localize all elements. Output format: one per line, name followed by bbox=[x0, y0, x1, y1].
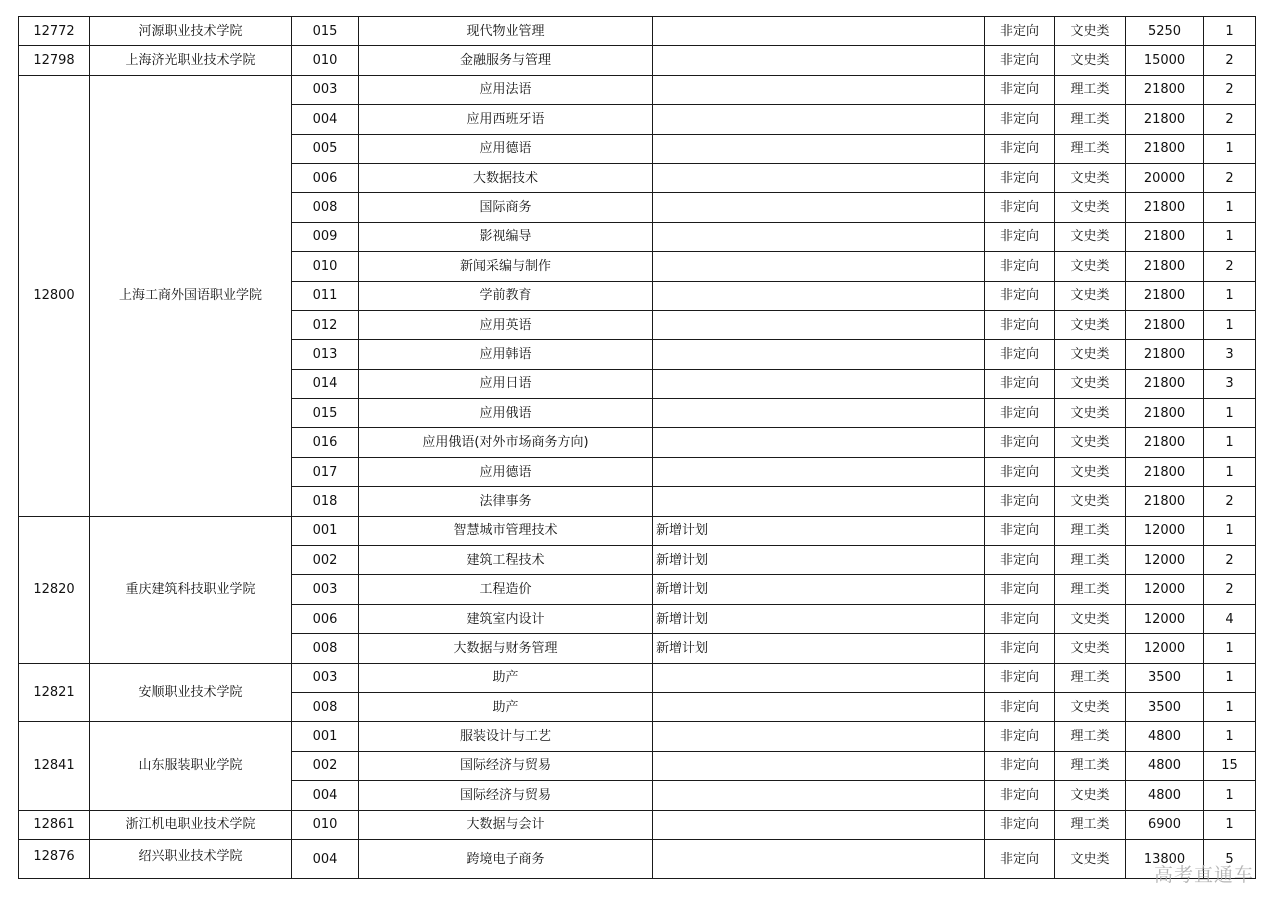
category-cell: 文史类 bbox=[1055, 634, 1126, 663]
direction-cell: 非定向 bbox=[985, 516, 1055, 545]
plan-count-cell: 1 bbox=[1204, 193, 1256, 222]
note-cell bbox=[653, 105, 985, 134]
plan-count-cell: 1 bbox=[1204, 516, 1256, 545]
major-code-cell: 001 bbox=[292, 722, 359, 751]
tuition-fee-cell: 12000 bbox=[1126, 604, 1204, 633]
note-cell bbox=[653, 134, 985, 163]
note-cell bbox=[653, 193, 985, 222]
tuition-fee-cell: 5250 bbox=[1126, 17, 1204, 46]
direction-cell: 非定向 bbox=[985, 575, 1055, 604]
category-cell: 理工类 bbox=[1055, 134, 1126, 163]
table-row bbox=[19, 810, 1256, 839]
major-code-cell: 016 bbox=[292, 428, 359, 457]
plan-count-cell: 1 bbox=[1204, 134, 1256, 163]
major-name-cell: 服装设计与工艺 bbox=[359, 722, 653, 751]
direction-cell: 非定向 bbox=[985, 75, 1055, 104]
plan-count-cell: 3 bbox=[1204, 369, 1256, 398]
direction-cell: 非定向 bbox=[985, 839, 1055, 878]
school-code-cell: 12820 bbox=[19, 516, 90, 663]
category-cell: 理工类 bbox=[1055, 810, 1126, 839]
major-name-cell: 建筑工程技术 bbox=[359, 546, 653, 575]
category-cell: 文史类 bbox=[1055, 17, 1126, 46]
note-cell bbox=[653, 722, 985, 751]
note-cell bbox=[653, 428, 985, 457]
note-cell bbox=[653, 399, 985, 428]
school-code-cell: 12798 bbox=[19, 46, 90, 75]
plan-count-cell: 2 bbox=[1204, 163, 1256, 192]
category-cell: 理工类 bbox=[1055, 75, 1126, 104]
major-code-cell: 014 bbox=[292, 369, 359, 398]
major-code-cell: 005 bbox=[292, 134, 359, 163]
category-cell: 文史类 bbox=[1055, 193, 1126, 222]
major-name-cell: 应用俄语 bbox=[359, 399, 653, 428]
note-cell bbox=[653, 75, 985, 104]
major-code-cell: 017 bbox=[292, 457, 359, 486]
plan-count-cell: 2 bbox=[1204, 575, 1256, 604]
direction-cell: 非定向 bbox=[985, 340, 1055, 369]
tuition-fee-cell: 21800 bbox=[1126, 487, 1204, 516]
category-cell: 文史类 bbox=[1055, 399, 1126, 428]
category-cell: 文史类 bbox=[1055, 340, 1126, 369]
major-name-cell: 工程造价 bbox=[359, 575, 653, 604]
category-cell: 文史类 bbox=[1055, 428, 1126, 457]
tuition-fee-cell: 12000 bbox=[1126, 516, 1204, 545]
enrollment-plan-table bbox=[18, 16, 1256, 879]
plan-count-cell: 1 bbox=[1204, 663, 1256, 692]
tuition-fee-cell: 4800 bbox=[1126, 751, 1204, 780]
school-name-cell: 安顺职业技术学院 bbox=[90, 663, 292, 722]
tuition-fee-cell: 21800 bbox=[1126, 252, 1204, 281]
major-name-cell: 建筑室内设计 bbox=[359, 604, 653, 633]
plan-count-cell: 1 bbox=[1204, 692, 1256, 721]
major-code-cell: 008 bbox=[292, 193, 359, 222]
category-cell: 文史类 bbox=[1055, 487, 1126, 516]
direction-cell: 非定向 bbox=[985, 17, 1055, 46]
major-code-cell: 015 bbox=[292, 17, 359, 46]
major-code-cell: 006 bbox=[292, 163, 359, 192]
category-cell: 理工类 bbox=[1055, 575, 1126, 604]
school-code-cell: 12861 bbox=[19, 810, 90, 839]
category-cell: 文史类 bbox=[1055, 310, 1126, 339]
table-row bbox=[19, 722, 1256, 751]
note-cell bbox=[653, 17, 985, 46]
category-cell: 文史类 bbox=[1055, 369, 1126, 398]
tuition-fee-cell: 21800 bbox=[1126, 105, 1204, 134]
direction-cell: 非定向 bbox=[985, 634, 1055, 663]
major-code-cell: 010 bbox=[292, 46, 359, 75]
plan-count-cell: 4 bbox=[1204, 604, 1256, 633]
direction-cell: 非定向 bbox=[985, 810, 1055, 839]
school-code-cell: 12772 bbox=[19, 17, 90, 46]
note-cell bbox=[653, 810, 985, 839]
major-name-cell: 应用英语 bbox=[359, 310, 653, 339]
category-cell: 文史类 bbox=[1055, 222, 1126, 251]
category-cell: 文史类 bbox=[1055, 781, 1126, 810]
major-name-cell: 助产 bbox=[359, 692, 653, 721]
major-name-cell: 金融服务与管理 bbox=[359, 46, 653, 75]
school-name-cell: 绍兴职业技术学院 bbox=[90, 839, 292, 878]
note-cell: 新增计划 bbox=[653, 575, 985, 604]
direction-cell: 非定向 bbox=[985, 105, 1055, 134]
category-cell: 理工类 bbox=[1055, 516, 1126, 545]
note-cell bbox=[653, 340, 985, 369]
plan-count-cell: 1 bbox=[1204, 457, 1256, 486]
plan-count-cell: 15 bbox=[1204, 751, 1256, 780]
plan-count-cell: 2 bbox=[1204, 252, 1256, 281]
note-cell bbox=[653, 222, 985, 251]
major-name-cell: 应用韩语 bbox=[359, 340, 653, 369]
category-cell: 文史类 bbox=[1055, 163, 1126, 192]
major-name-cell: 应用俄语(对外市场商务方向) bbox=[359, 428, 653, 457]
table-body bbox=[19, 17, 1256, 879]
major-name-cell: 应用德语 bbox=[359, 457, 653, 486]
table-row bbox=[19, 75, 1256, 104]
direction-cell: 非定向 bbox=[985, 252, 1055, 281]
table-row bbox=[19, 839, 1256, 878]
tuition-fee-cell: 21800 bbox=[1126, 193, 1204, 222]
table-row bbox=[19, 46, 1256, 75]
direction-cell: 非定向 bbox=[985, 457, 1055, 486]
plan-count-cell: 1 bbox=[1204, 17, 1256, 46]
note-cell bbox=[653, 457, 985, 486]
tuition-fee-cell: 21800 bbox=[1126, 457, 1204, 486]
note-cell bbox=[653, 839, 985, 878]
school-name-cell: 重庆建筑科技职业学院 bbox=[90, 516, 292, 663]
category-cell: 文史类 bbox=[1055, 457, 1126, 486]
tuition-fee-cell: 12000 bbox=[1126, 634, 1204, 663]
note-cell bbox=[653, 692, 985, 721]
plan-count-cell: 1 bbox=[1204, 399, 1256, 428]
plan-count-cell: 2 bbox=[1204, 75, 1256, 104]
note-cell bbox=[653, 369, 985, 398]
tuition-fee-cell: 21800 bbox=[1126, 399, 1204, 428]
tuition-fee-cell: 20000 bbox=[1126, 163, 1204, 192]
direction-cell: 非定向 bbox=[985, 399, 1055, 428]
direction-cell: 非定向 bbox=[985, 751, 1055, 780]
direction-cell: 非定向 bbox=[985, 428, 1055, 457]
direction-cell: 非定向 bbox=[985, 781, 1055, 810]
tuition-fee-cell: 12000 bbox=[1126, 546, 1204, 575]
major-name-cell: 应用德语 bbox=[359, 134, 653, 163]
direction-cell: 非定向 bbox=[985, 281, 1055, 310]
tuition-fee-cell: 21800 bbox=[1126, 310, 1204, 339]
major-code-cell: 010 bbox=[292, 252, 359, 281]
tuition-fee-cell: 3500 bbox=[1126, 663, 1204, 692]
plan-count-cell: 2 bbox=[1204, 487, 1256, 516]
tuition-fee-cell: 15000 bbox=[1126, 46, 1204, 75]
school-name-cell: 山东服装职业学院 bbox=[90, 722, 292, 810]
major-name-cell: 大数据技术 bbox=[359, 163, 653, 192]
plan-count-cell: 2 bbox=[1204, 546, 1256, 575]
category-cell: 文史类 bbox=[1055, 604, 1126, 633]
table-row bbox=[19, 516, 1256, 545]
major-name-cell: 学前教育 bbox=[359, 281, 653, 310]
major-code-cell: 004 bbox=[292, 105, 359, 134]
major-name-cell: 智慧城市管理技术 bbox=[359, 516, 653, 545]
major-name-cell: 跨境电子商务 bbox=[359, 839, 653, 878]
major-code-cell: 015 bbox=[292, 399, 359, 428]
note-cell bbox=[653, 663, 985, 692]
major-code-cell: 008 bbox=[292, 692, 359, 721]
school-name-cell: 上海工商外国语职业学院 bbox=[90, 75, 292, 516]
major-name-cell: 应用西班牙语 bbox=[359, 105, 653, 134]
school-code-cell: 12800 bbox=[19, 75, 90, 516]
major-name-cell: 新闻采编与制作 bbox=[359, 252, 653, 281]
major-code-cell: 006 bbox=[292, 604, 359, 633]
major-code-cell: 018 bbox=[292, 487, 359, 516]
plan-count-cell: 1 bbox=[1204, 810, 1256, 839]
school-name-cell: 浙江机电职业技术学院 bbox=[90, 810, 292, 839]
category-cell: 理工类 bbox=[1055, 722, 1126, 751]
tuition-fee-cell: 4800 bbox=[1126, 722, 1204, 751]
school-code-cell: 12841 bbox=[19, 722, 90, 810]
major-name-cell: 影视编导 bbox=[359, 222, 653, 251]
note-cell: 新增计划 bbox=[653, 604, 985, 633]
note-cell bbox=[653, 310, 985, 339]
tuition-fee-cell: 4800 bbox=[1126, 781, 1204, 810]
note-cell: 新增计划 bbox=[653, 546, 985, 575]
major-code-cell: 002 bbox=[292, 546, 359, 575]
note-cell: 新增计划 bbox=[653, 634, 985, 663]
tuition-fee-cell: 21800 bbox=[1126, 134, 1204, 163]
note-cell: 新增计划 bbox=[653, 516, 985, 545]
note-cell bbox=[653, 781, 985, 810]
plan-count-cell: 1 bbox=[1204, 428, 1256, 457]
note-cell bbox=[653, 751, 985, 780]
plan-count-cell: 5 bbox=[1204, 839, 1256, 878]
plan-count-cell: 2 bbox=[1204, 105, 1256, 134]
plan-count-cell: 1 bbox=[1204, 310, 1256, 339]
category-cell: 理工类 bbox=[1055, 105, 1126, 134]
major-code-cell: 002 bbox=[292, 751, 359, 780]
direction-cell: 非定向 bbox=[985, 222, 1055, 251]
major-code-cell: 012 bbox=[292, 310, 359, 339]
major-code-cell: 004 bbox=[292, 839, 359, 878]
plan-count-cell: 1 bbox=[1204, 222, 1256, 251]
school-code-cell: 12876 bbox=[19, 839, 90, 878]
note-cell bbox=[653, 487, 985, 516]
tuition-fee-cell: 21800 bbox=[1126, 428, 1204, 457]
tuition-fee-cell: 21800 bbox=[1126, 281, 1204, 310]
note-cell bbox=[653, 46, 985, 75]
major-code-cell: 003 bbox=[292, 575, 359, 604]
category-cell: 理工类 bbox=[1055, 751, 1126, 780]
plan-count-cell: 1 bbox=[1204, 722, 1256, 751]
category-cell: 文史类 bbox=[1055, 46, 1126, 75]
major-code-cell: 011 bbox=[292, 281, 359, 310]
category-cell: 理工类 bbox=[1055, 663, 1126, 692]
direction-cell: 非定向 bbox=[985, 487, 1055, 516]
plan-count-cell: 1 bbox=[1204, 634, 1256, 663]
major-name-cell: 国际经济与贸易 bbox=[359, 751, 653, 780]
note-cell bbox=[653, 163, 985, 192]
major-name-cell: 大数据与财务管理 bbox=[359, 634, 653, 663]
plan-count-cell: 2 bbox=[1204, 46, 1256, 75]
table-row bbox=[19, 663, 1256, 692]
direction-cell: 非定向 bbox=[985, 163, 1055, 192]
plan-count-cell: 1 bbox=[1204, 781, 1256, 810]
major-code-cell: 008 bbox=[292, 634, 359, 663]
major-code-cell: 013 bbox=[292, 340, 359, 369]
tuition-fee-cell: 21800 bbox=[1126, 222, 1204, 251]
category-cell: 理工类 bbox=[1055, 546, 1126, 575]
direction-cell: 非定向 bbox=[985, 722, 1055, 751]
tuition-fee-cell: 12000 bbox=[1126, 575, 1204, 604]
plan-count-cell: 3 bbox=[1204, 340, 1256, 369]
direction-cell: 非定向 bbox=[985, 692, 1055, 721]
category-cell: 文史类 bbox=[1055, 692, 1126, 721]
major-code-cell: 009 bbox=[292, 222, 359, 251]
tuition-fee-cell: 21800 bbox=[1126, 75, 1204, 104]
direction-cell: 非定向 bbox=[985, 604, 1055, 633]
note-cell bbox=[653, 281, 985, 310]
major-name-cell: 法律事务 bbox=[359, 487, 653, 516]
direction-cell: 非定向 bbox=[985, 193, 1055, 222]
tuition-fee-cell: 3500 bbox=[1126, 692, 1204, 721]
note-cell bbox=[653, 252, 985, 281]
major-code-cell: 003 bbox=[292, 663, 359, 692]
tuition-fee-cell: 6900 bbox=[1126, 810, 1204, 839]
tuition-fee-cell: 13800 bbox=[1126, 839, 1204, 878]
school-name-cell: 上海济光职业技术学院 bbox=[90, 46, 292, 75]
direction-cell: 非定向 bbox=[985, 46, 1055, 75]
major-name-cell: 大数据与会计 bbox=[359, 810, 653, 839]
tuition-fee-cell: 21800 bbox=[1126, 340, 1204, 369]
direction-cell: 非定向 bbox=[985, 369, 1055, 398]
major-code-cell: 003 bbox=[292, 75, 359, 104]
major-code-cell: 004 bbox=[292, 781, 359, 810]
plan-count-cell: 1 bbox=[1204, 281, 1256, 310]
major-code-cell: 001 bbox=[292, 516, 359, 545]
direction-cell: 非定向 bbox=[985, 663, 1055, 692]
category-cell: 文史类 bbox=[1055, 252, 1126, 281]
school-code-cell: 12821 bbox=[19, 663, 90, 722]
tuition-fee-cell: 21800 bbox=[1126, 369, 1204, 398]
table-row bbox=[19, 17, 1256, 46]
major-name-cell: 助产 bbox=[359, 663, 653, 692]
category-cell: 文史类 bbox=[1055, 839, 1126, 878]
direction-cell: 非定向 bbox=[985, 310, 1055, 339]
direction-cell: 非定向 bbox=[985, 546, 1055, 575]
major-name-cell: 国际商务 bbox=[359, 193, 653, 222]
major-name-cell: 国际经济与贸易 bbox=[359, 781, 653, 810]
major-code-cell: 010 bbox=[292, 810, 359, 839]
major-name-cell: 应用法语 bbox=[359, 75, 653, 104]
major-name-cell: 应用日语 bbox=[359, 369, 653, 398]
school-name-cell: 河源职业技术学院 bbox=[90, 17, 292, 46]
watermark: 高考直通车 bbox=[1153, 864, 1254, 886]
direction-cell: 非定向 bbox=[985, 134, 1055, 163]
category-cell: 文史类 bbox=[1055, 281, 1126, 310]
major-name-cell: 现代物业管理 bbox=[359, 17, 653, 46]
